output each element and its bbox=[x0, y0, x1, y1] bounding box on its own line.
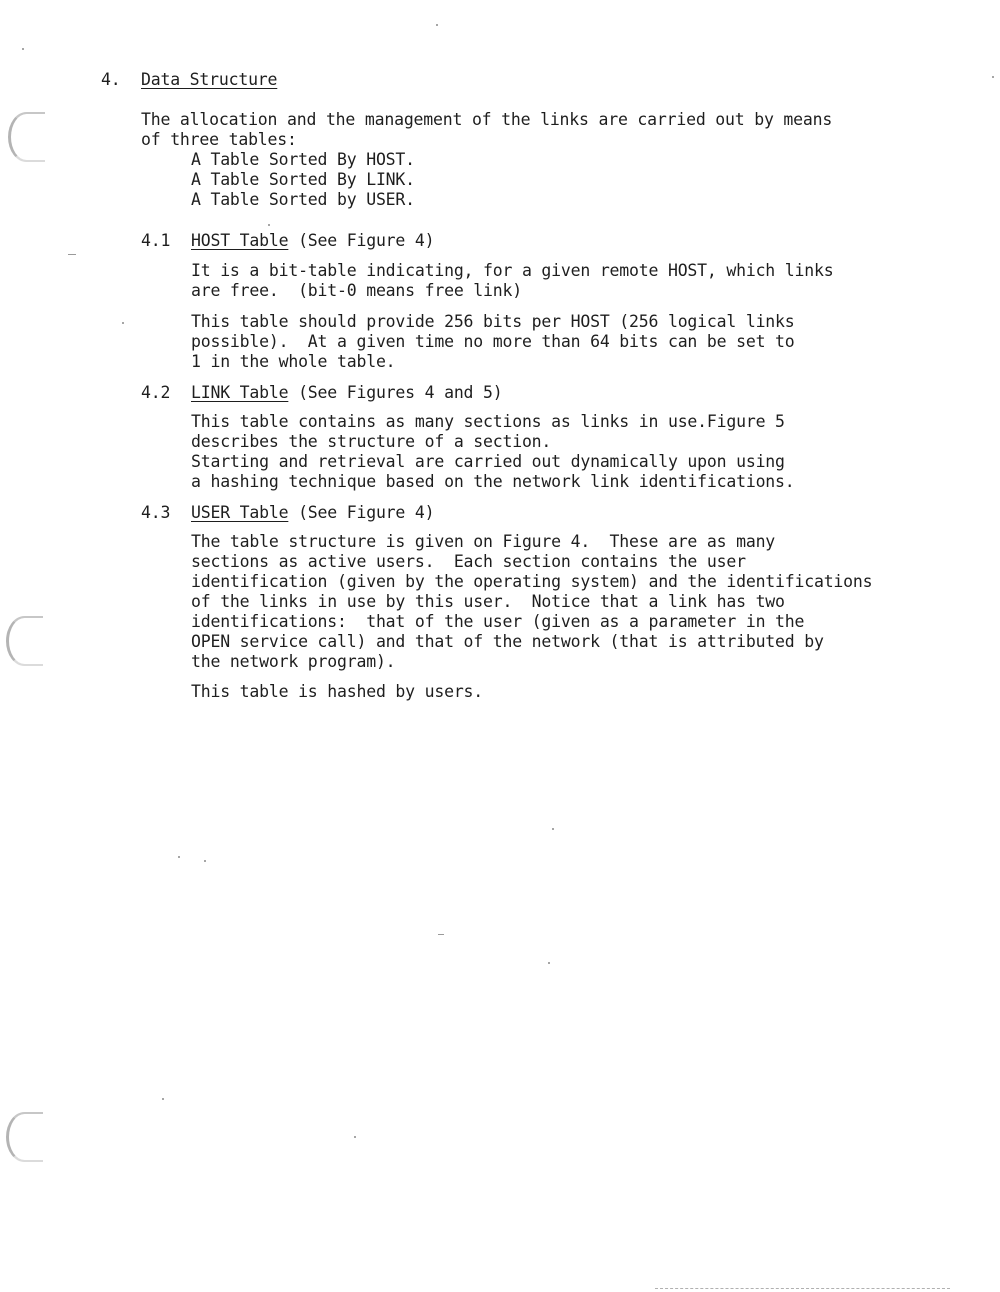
paragraph-line: sections as active users. Each section contains the user bbox=[191, 552, 746, 571]
figure-reference: (See Figure 4) bbox=[288, 231, 435, 250]
scan-speck bbox=[178, 856, 180, 858]
scan-speck bbox=[436, 24, 438, 26]
scan-speck bbox=[162, 1098, 164, 1100]
subsection-heading bbox=[191, 231, 434, 251]
paragraph-line: This table is hashed by users. bbox=[191, 682, 484, 701]
paragraph-line: of the links in use by this user. Notice that a link has two bbox=[191, 592, 785, 611]
subsection-number: 4.2 bbox=[141, 383, 171, 402]
scan-mark bbox=[438, 934, 444, 935]
paragraph-line: identification (given by the operating system) and the identifications bbox=[191, 572, 873, 591]
subsection-number: 4.1 bbox=[141, 231, 171, 250]
scan-speck bbox=[122, 322, 124, 324]
subsection-number: 4.3 bbox=[141, 503, 171, 522]
paragraph-line: OPEN service call) and that of the network (that is attributed by bbox=[191, 632, 824, 651]
paragraph-line: a hashing technique based on the network link identifications. bbox=[191, 472, 795, 491]
scan-mark bbox=[68, 254, 76, 255]
subsection-heading bbox=[191, 503, 434, 523]
scan-speck bbox=[204, 860, 206, 862]
subsection-title: LINK Table bbox=[191, 383, 289, 402]
paragraph-line: 1 in the whole table. bbox=[191, 352, 396, 371]
section-title: Data Structure bbox=[141, 70, 278, 89]
scan-speck bbox=[552, 828, 554, 830]
subsection-heading bbox=[191, 383, 503, 403]
subsection-title: HOST Table bbox=[191, 231, 289, 250]
table-list-item: A Table Sorted By LINK. bbox=[191, 170, 415, 189]
paragraph-line: are free. (bit-0 means free link) bbox=[191, 281, 522, 300]
paragraph-line: The table structure is given on Figure 4. These are as many bbox=[191, 532, 776, 551]
scan-speck bbox=[992, 76, 994, 78]
paragraph-line: the network program). bbox=[191, 652, 396, 671]
paragraph-line: This table should provide 256 bits per HOST (256 logical links bbox=[191, 312, 795, 331]
binder-hole-bottom bbox=[6, 1112, 43, 1162]
scan-edge-line bbox=[655, 1288, 950, 1290]
paragraph-line: describes the structure of a section. bbox=[191, 432, 552, 451]
table-list-item: A Table Sorted by USER. bbox=[191, 190, 415, 209]
section-number: 4. bbox=[101, 70, 121, 89]
intro-line: The allocation and the management of the links are carried out by means bbox=[141, 110, 833, 129]
scan-speck bbox=[354, 1136, 356, 1138]
subsection-title: USER Table bbox=[191, 503, 289, 522]
paragraph-line: possible). At a given time no more than 64 bits can be set to bbox=[191, 332, 795, 351]
figure-reference: (See Figures 4 and 5) bbox=[288, 383, 503, 402]
paragraph-line: This table contains as many sections as links in use.Figure 5 bbox=[191, 412, 785, 431]
binder-hole-middle bbox=[6, 616, 43, 666]
intro-line: of three tables: bbox=[141, 130, 297, 149]
paragraph-line: identifications: that of the user (given as a parameter in the bbox=[191, 612, 805, 631]
scan-speck bbox=[548, 962, 550, 964]
table-list-item: A Table Sorted By HOST. bbox=[191, 150, 415, 169]
scan-speck bbox=[268, 224, 270, 226]
figure-reference: (See Figure 4) bbox=[288, 503, 435, 522]
binder-hole-top bbox=[8, 112, 45, 162]
paragraph-line: It is a bit-table indicating, for a given remote HOST, which links bbox=[191, 261, 834, 280]
scan-speck bbox=[22, 48, 24, 50]
paragraph-line: Starting and retrieval are carried out dynamically upon using bbox=[191, 452, 785, 471]
